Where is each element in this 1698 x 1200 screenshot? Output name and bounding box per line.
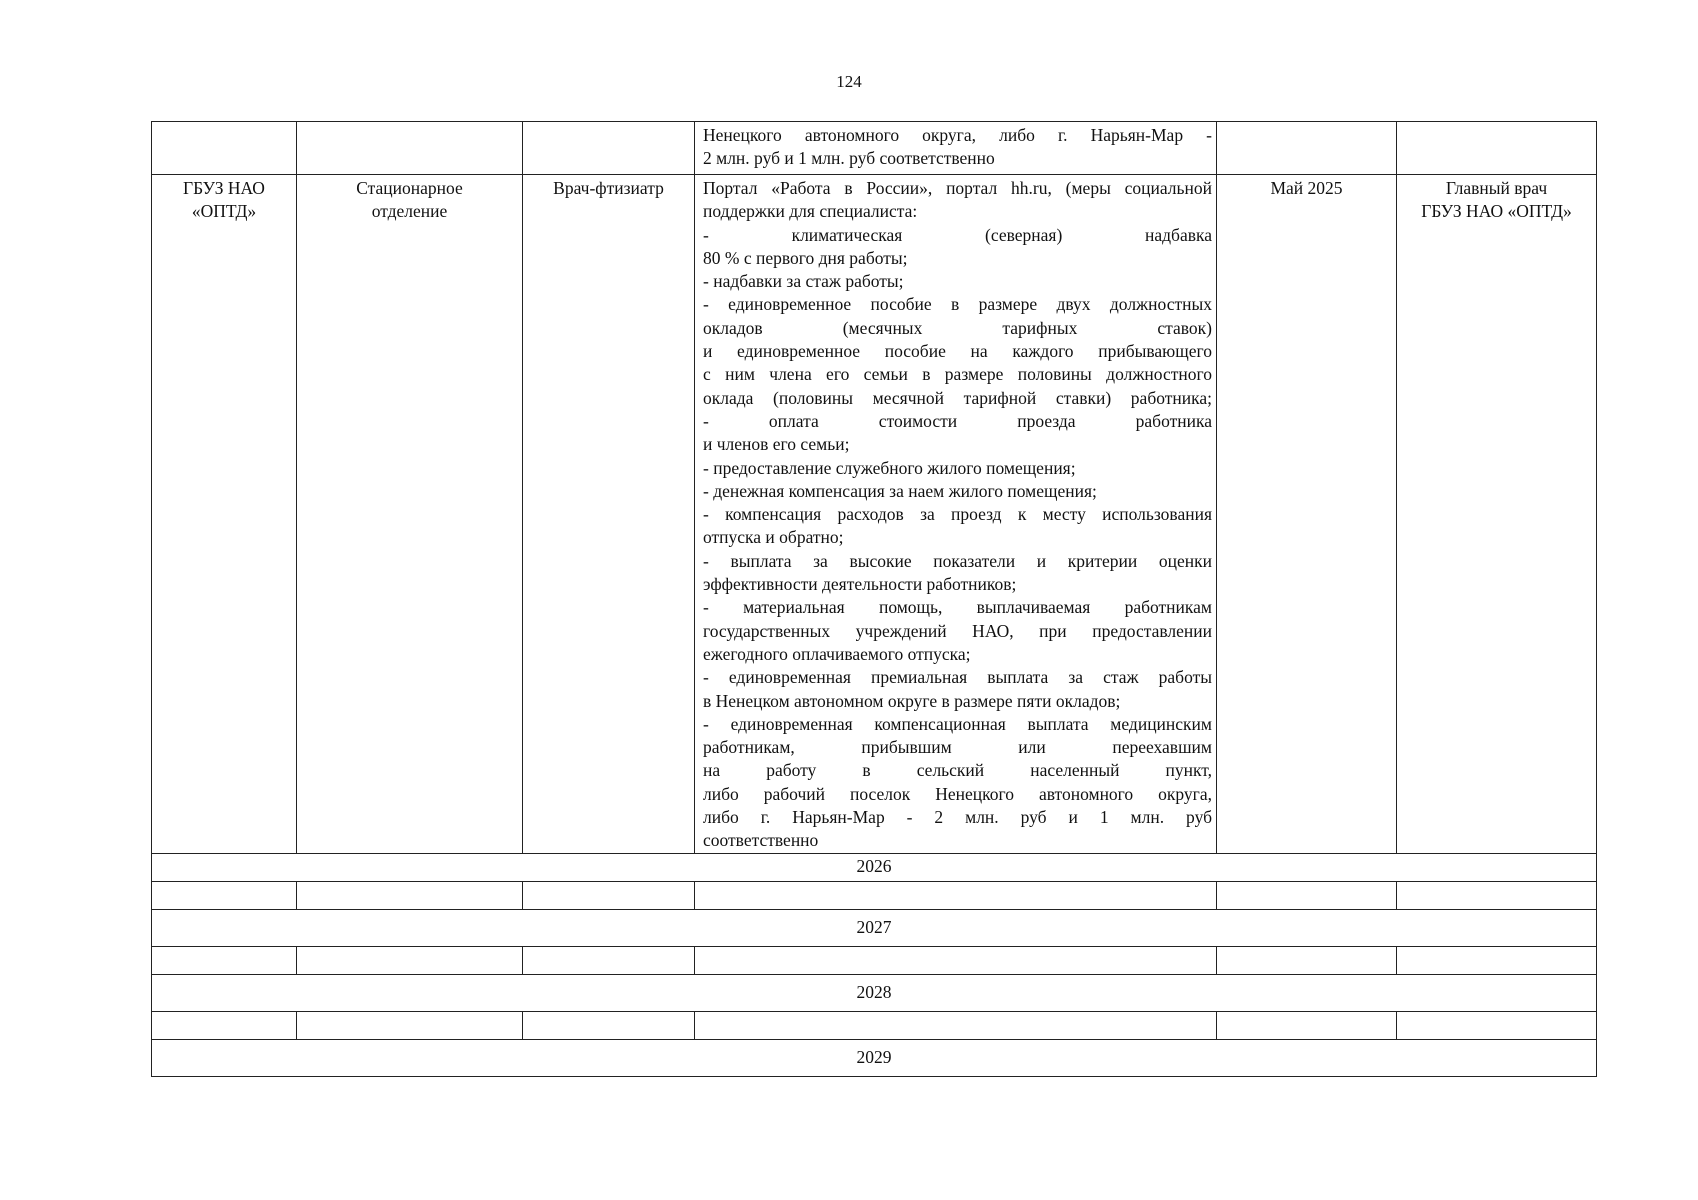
empty-cell [523, 946, 695, 974]
year-heading-cell [152, 853, 1597, 881]
measure-line: - выплата за высокие показатели и критерии оценки [703, 550, 1212, 571]
empty-cell [695, 946, 1217, 974]
measure-line: - материальная помощь, выплачиваемая работникам [703, 597, 1212, 618]
responsible-line: Главный врач [1445, 178, 1548, 198]
measure-line: государственных учреждений НАО, при предоставлении [703, 620, 1212, 641]
measures-table [151, 121, 1597, 1077]
measure-line: в Ненецком автономном округе в размере пяти окладов; [703, 690, 1121, 711]
deadline-cell-empty [1217, 122, 1397, 175]
measure-line: - денежная компенсация за наем жилого помещения; [703, 480, 1097, 501]
measure-line: окладов (месячных тарифных ставок) [703, 317, 1212, 338]
empty-cell [1397, 1011, 1597, 1039]
institution-cell-empty [152, 122, 297, 175]
continuation-line: 2 млн. руб и 1 млн. руб соответственно [703, 148, 995, 169]
measure-line: - оплата стоимости проезда работника [703, 410, 1212, 431]
empty-cell [1217, 881, 1397, 909]
institution-line: «ОПТД» [191, 201, 257, 222]
measure-line: ежегодного оплачиваемого отпуска; [703, 643, 971, 664]
responsible-cell [1397, 175, 1597, 854]
measure-line: - климатическая (северная) надбавка [703, 224, 1212, 245]
measure-line: 80 % с первого дня работы; [703, 247, 908, 268]
year-row [152, 853, 1597, 881]
measure-line: эффективности деятельности работников; [703, 574, 1017, 595]
empty-row [152, 1011, 1597, 1039]
empty-cell [297, 881, 523, 909]
empty-cell [152, 881, 297, 909]
institution-line: ГБУЗ НАО [183, 178, 265, 198]
year-heading-cell [152, 974, 1597, 1011]
measure-line: и единовременное пособие на каждого прибывающего [703, 341, 1212, 362]
empty-cell [1397, 946, 1597, 974]
measure-line: - компенсация расходов за проезд к месту использования [703, 504, 1212, 525]
measure-line: - надбавки за стаж работы; [703, 271, 904, 292]
measure-line: - единовременная премиальная выплата за стаж работы [703, 667, 1212, 688]
department-cell [297, 175, 523, 854]
year-heading: 2027 [856, 916, 892, 937]
empty-cell [152, 946, 297, 974]
empty-cell [297, 1011, 523, 1039]
empty-cell [152, 1011, 297, 1039]
measure-line: поддержки для специалиста: [703, 201, 918, 222]
responsible-line: ГБУЗ НАО «ОПТД» [1421, 201, 1572, 222]
measure-line: и членов его семьи; [703, 434, 850, 455]
measure-line: с ним члена его семьи в размере половины должностного [703, 364, 1212, 385]
measure-line: - единовременная компенсационная выплата медицинским [703, 713, 1212, 734]
empty-cell [1397, 881, 1597, 909]
continuation-row [152, 122, 1597, 175]
table-row [152, 175, 1597, 854]
measure-line: либо г. Нарьян-Мар - 2 млн. руб и 1 млн. руб [703, 807, 1212, 828]
measures-cell [695, 175, 1217, 854]
year-row [152, 974, 1597, 1011]
department-cell-empty [297, 122, 523, 175]
empty-row [152, 946, 1597, 974]
page-number: 124 [836, 72, 862, 91]
measure-line: Портал «Работа в России», портал hh.ru, (меры социальной [703, 178, 1212, 198]
responsible-cell-empty [1397, 122, 1597, 175]
measure-line: оклада (половины месячной тарифной ставки) работника; [703, 387, 1212, 408]
measure-line: соответственно [703, 830, 819, 851]
institution-cell [152, 175, 297, 854]
continuation-line: Ненецкого автономного округа, либо г. Нарьян-Мар - [703, 125, 1212, 145]
empty-cell [1217, 946, 1397, 974]
year-row [152, 909, 1597, 946]
measure-line: работникам, прибывшим или переехавшим [703, 737, 1212, 758]
position-text: Врач-фтизиатр [553, 178, 664, 198]
department-line: Стационарное [356, 178, 463, 198]
measures-continuation-cell [695, 122, 1217, 175]
position-cell-empty [523, 122, 695, 175]
year-row [152, 1039, 1597, 1076]
position-cell [523, 175, 695, 854]
deadline-cell [1217, 175, 1397, 854]
year-heading: 2028 [856, 981, 892, 1002]
empty-cell [1217, 1011, 1397, 1039]
empty-row [152, 881, 1597, 909]
department-line: отделение [371, 201, 448, 222]
measure-line: на работу в сельский населенный пункт, [703, 760, 1212, 781]
empty-cell [695, 881, 1217, 909]
measure-line: отпуска и обратно; [703, 527, 844, 548]
year-heading: 2026 [856, 856, 892, 877]
empty-cell [523, 881, 695, 909]
empty-cell [695, 1011, 1217, 1039]
year-heading: 2029 [856, 1046, 892, 1067]
measure-line: - предоставление служебного жилого помещения; [703, 457, 1076, 478]
measure-line: - единовременное пособие в размере двух должностных [703, 294, 1212, 315]
measure-line: либо рабочий поселок Ненецкого автономного округа, [703, 783, 1212, 804]
deadline-text: Май 2025 [1270, 178, 1343, 198]
year-heading-cell [152, 1039, 1597, 1076]
year-heading-cell [152, 909, 1597, 946]
empty-cell [523, 1011, 695, 1039]
empty-cell [297, 946, 523, 974]
